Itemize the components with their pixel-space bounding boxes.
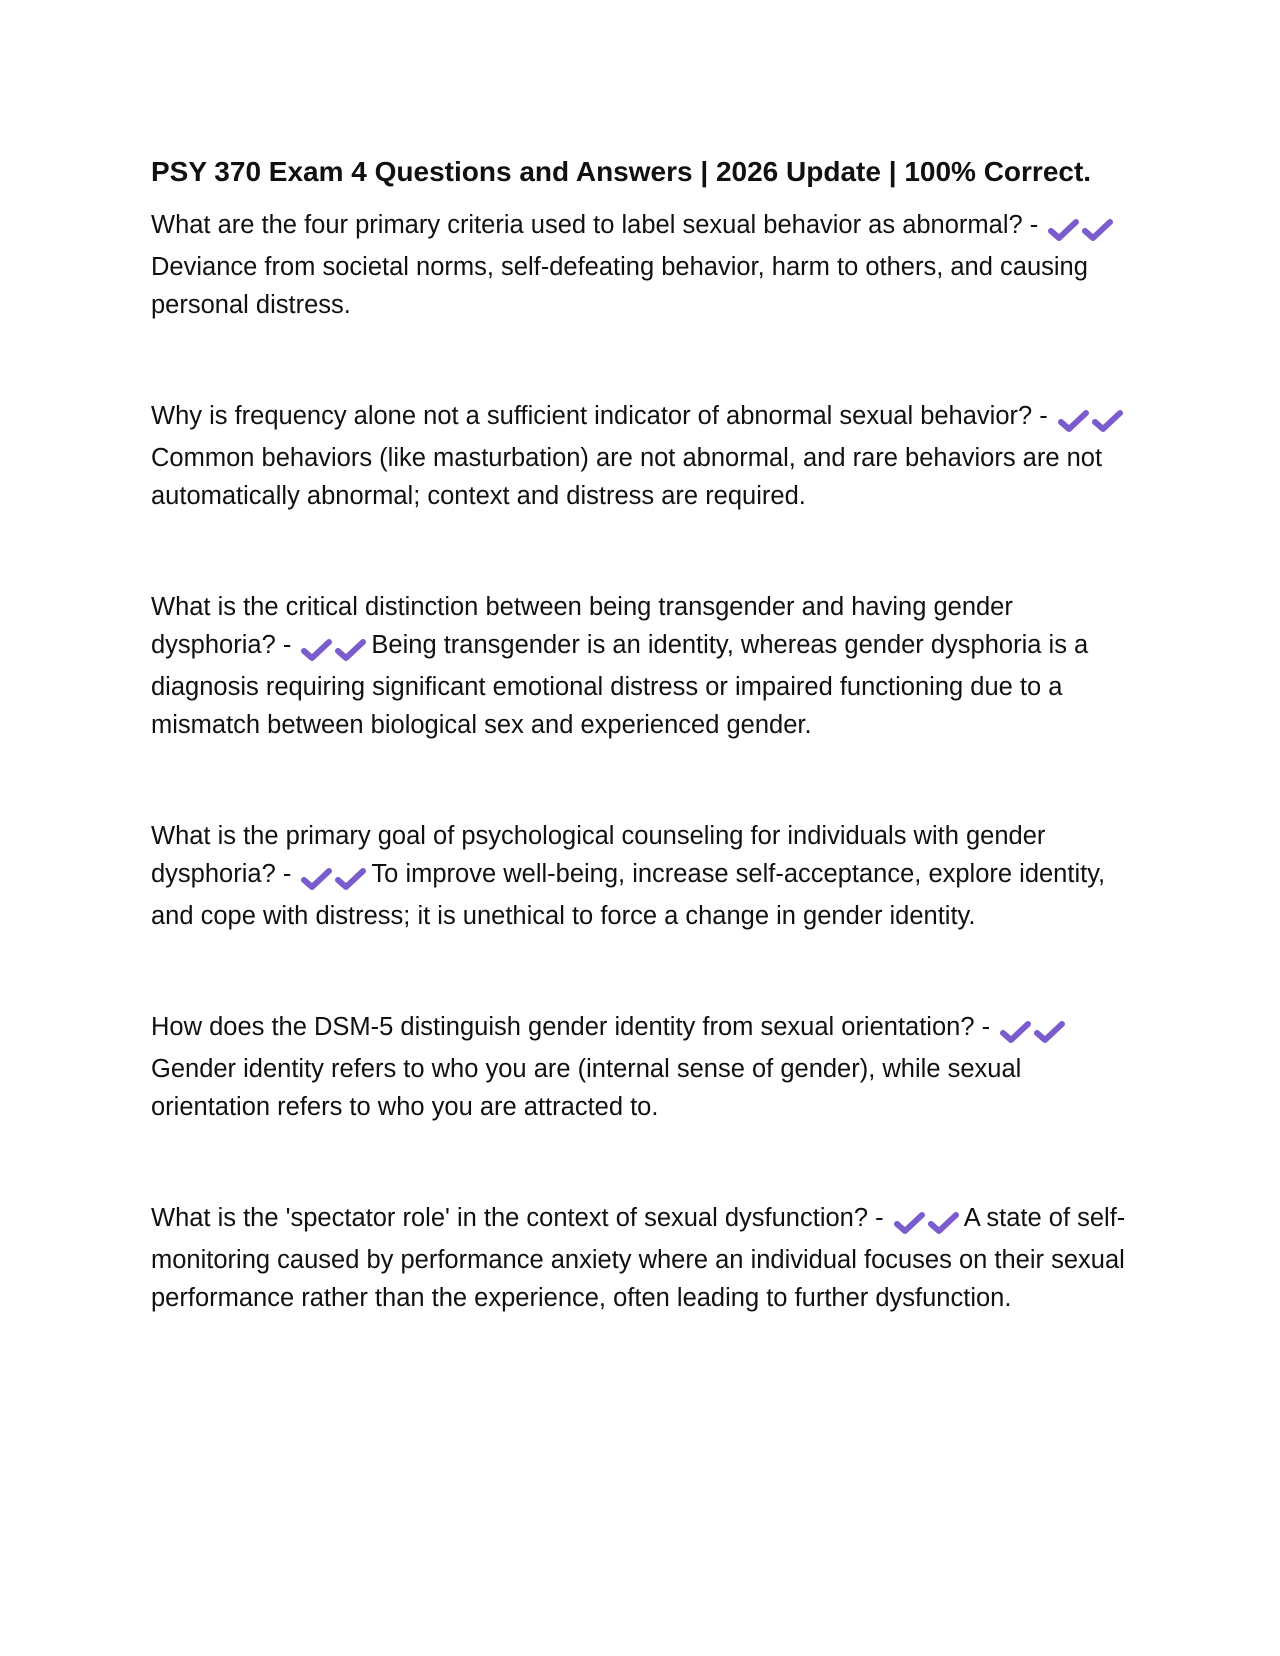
qa-item-5 xyxy=(151,1008,1136,1126)
answer-text: Being transgender is an identity, whereas gender dysphoria is a diagnosis requiring significant emotional distress or impaired functioning due to a mismatch between biological sex and experienced gender. xyxy=(151,631,1089,739)
question-text: What are the four primary criteria used to label sexual behavior as abnormal? - xyxy=(151,211,1046,239)
checkmarks xyxy=(1047,210,1115,248)
checkmarks xyxy=(893,1203,961,1241)
question-text: Why is frequency alone not a sufficient indicator of abnormal sexual behavior? - xyxy=(151,402,1055,430)
question-text: How does the DSM-5 distinguish gender identity from sexual orientation? - xyxy=(151,1013,998,1041)
check-mark-icon xyxy=(1047,217,1081,243)
checkmarks xyxy=(300,859,368,897)
answer-text: Gender identity refers to who you are (internal sense of gender), while sexual orientation refers to who you are attracted to. xyxy=(151,1055,1022,1121)
check-mark-icon xyxy=(927,1210,961,1236)
qa-item-4 xyxy=(151,817,1136,935)
check-mark-icon xyxy=(1081,217,1115,243)
qa-item-1 xyxy=(151,206,1136,324)
qa-item-3 xyxy=(151,588,1136,744)
answer-text: Common behaviors (like masturbation) are not abnormal, and rare behaviors are not automatically abnormal; context and distress are required. xyxy=(151,444,1103,510)
check-mark-icon xyxy=(334,866,368,892)
question-text: What is the 'spectator role' in the context of sexual dysfunction? - xyxy=(151,1204,891,1232)
check-mark-icon xyxy=(1033,1019,1067,1045)
check-mark-icon xyxy=(893,1210,927,1236)
question-text: What is the primary goal of psychological counseling for individuals with gender dysphoria? - xyxy=(151,822,1046,888)
qa-item-6 xyxy=(151,1199,1136,1317)
checkmarks xyxy=(1057,401,1125,439)
qa-item-2 xyxy=(151,397,1136,515)
answer-text: To improve well-being, increase self-acceptance, explore identity, and cope with distress; it is unethical to force a change in gender identity. xyxy=(151,860,1106,930)
qa-list xyxy=(151,206,1136,1317)
document-title: PSY 370 Exam 4 Questions and Answers | 2026 Update | 100% Correct. xyxy=(151,156,1092,187)
answer-text: Deviance from societal norms, self-defeating behavior, harm to others, and causing personal distress. xyxy=(151,253,1088,319)
check-mark-icon xyxy=(300,637,334,663)
check-mark-icon xyxy=(1091,408,1125,434)
check-mark-icon xyxy=(300,866,334,892)
check-mark-icon xyxy=(999,1019,1033,1045)
question-text: What is the critical distinction between being transgender and having gender dysphoria? - xyxy=(151,593,1013,659)
check-mark-icon xyxy=(1057,408,1091,434)
document-page xyxy=(151,150,1136,1317)
checkmarks xyxy=(300,630,368,668)
checkmarks xyxy=(999,1012,1067,1050)
check-mark-icon xyxy=(334,637,368,663)
answer-text: A state of self-monitoring caused by performance anxiety where an individual focuses on their sexual performance rather than the experience, often leading to further dysfunction. xyxy=(151,1204,1126,1312)
